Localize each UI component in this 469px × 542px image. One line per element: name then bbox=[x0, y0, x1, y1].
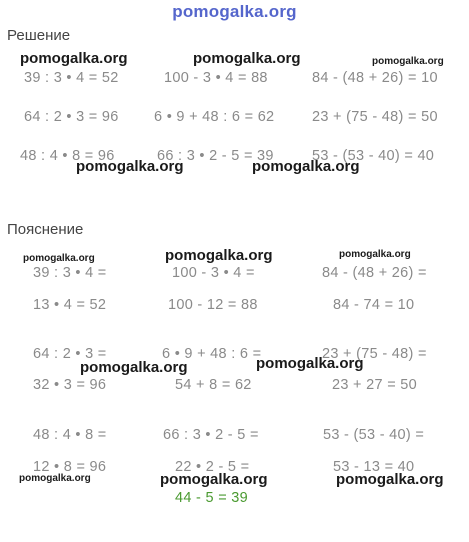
watermark: pomogalka.org bbox=[23, 253, 95, 264]
watermark: pomogalka.org bbox=[339, 249, 411, 260]
solution-section-title: Решение bbox=[7, 27, 71, 44]
solution-equation: 23 + (75 - 48) = 50 bbox=[312, 109, 438, 125]
watermark: pomogalka.org bbox=[256, 355, 364, 372]
explanation-step: 12 • 8 = 96 bbox=[33, 459, 107, 475]
solution-equation: 64 : 2 • 3 = 96 bbox=[24, 109, 119, 125]
solution-equation: 84 - (48 + 26) = 10 bbox=[312, 70, 438, 86]
explanation-step: 23 + (75 - 48) = bbox=[322, 346, 427, 362]
explanation-step: 100 - 12 = 88 bbox=[168, 297, 258, 313]
explanation-step: 48 : 4 • 8 = bbox=[33, 427, 107, 443]
watermark: pomogalka.org bbox=[336, 471, 444, 488]
site-header-logo[interactable]: pomogalka.org bbox=[172, 2, 297, 21]
explanation-step: 39 : 3 • 4 = bbox=[33, 265, 107, 281]
explanation-step: 64 : 2 • 3 = bbox=[33, 346, 107, 362]
explanation-step: 53 - 13 = 40 bbox=[333, 459, 415, 475]
explanation-step: 66 : 3 • 2 - 5 = bbox=[163, 427, 259, 443]
explanation-final-step: 44 - 5 = 39 bbox=[175, 490, 249, 506]
watermark: pomogalka.org bbox=[20, 50, 128, 67]
explanation-step: 100 - 3 • 4 = bbox=[172, 265, 255, 281]
solution-equation: 6 • 9 + 48 : 6 = 62 bbox=[154, 109, 275, 125]
watermark: pomogalka.org bbox=[372, 56, 444, 67]
explanation-step: 53 - (53 - 40) = bbox=[323, 427, 425, 443]
watermark: pomogalka.org bbox=[160, 471, 268, 488]
explanation-step: 84 - (48 + 26) = bbox=[322, 265, 427, 281]
explanation-step: 22 • 2 - 5 = bbox=[175, 459, 250, 475]
watermark: pomogalka.org bbox=[80, 359, 188, 376]
explanation-step: 54 + 8 = 62 bbox=[175, 377, 252, 393]
watermark: pomogalka.org bbox=[165, 247, 273, 264]
explanation-step: 84 - 74 = 10 bbox=[333, 297, 415, 313]
explanation-step: 32 • 3 = 96 bbox=[33, 377, 107, 393]
watermark: pomogalka.org bbox=[252, 158, 360, 175]
solution-equation: 53 - (53 - 40) = 40 bbox=[312, 148, 435, 164]
solution-equation: 39 : 3 • 4 = 52 bbox=[24, 70, 119, 86]
explanation-section-title: Пояснение bbox=[7, 221, 84, 238]
explanation-step: 6 • 9 + 48 : 6 = bbox=[162, 346, 262, 362]
explanation-step: 23 + 27 = 50 bbox=[332, 377, 418, 393]
watermark: pomogalka.org bbox=[76, 158, 184, 175]
explanation-step: 13 • 4 = 52 bbox=[33, 297, 107, 313]
watermark: pomogalka.org bbox=[193, 50, 301, 67]
solution-equation: 66 : 3 • 2 - 5 = 39 bbox=[157, 148, 274, 164]
solution-equation: 48 : 4 • 8 = 96 bbox=[20, 148, 115, 164]
solution-equation: 100 - 3 • 4 = 88 bbox=[164, 70, 268, 86]
watermark: pomogalka.org bbox=[19, 473, 91, 484]
